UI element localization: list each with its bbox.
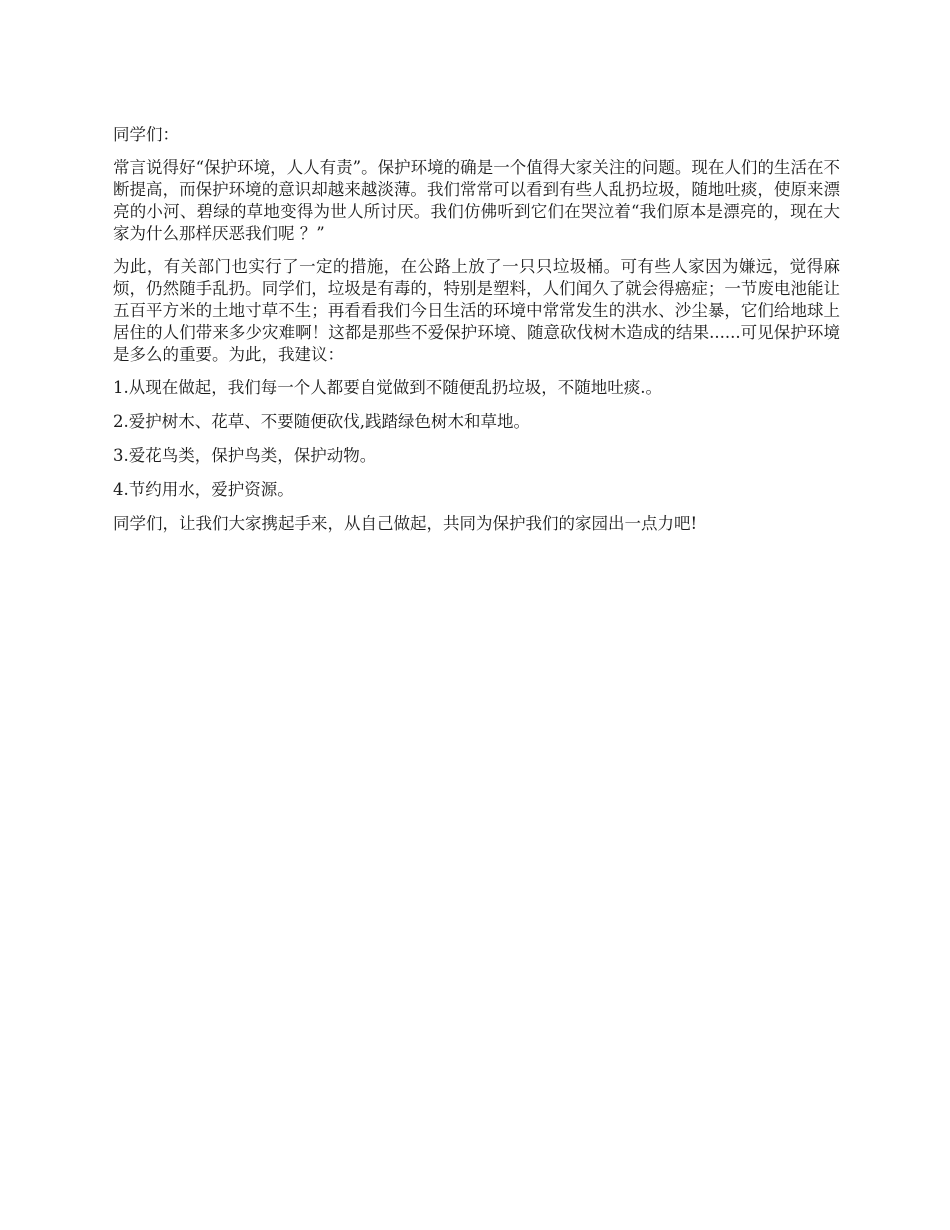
closing-paragraph: 同学们，让我们大家携起手来，从自己做起，共同为保护我们的家园出一点力吧!: [113, 514, 698, 533]
suggestion-item: 2.爱护树木、花草、不要随便砍伐,践踏绿色树木和草地。: [113, 412, 530, 431]
suggestion-item: 3.爱花鸟类，保护鸟类，保护动物。: [113, 446, 377, 465]
paragraph: 为此，有关部门也实行了一定的措施，在公路上放了一只只垃圾桶。可有些人家因为嫌远，觉得麻烦，仍然随手乱扔。同学们，垃圾是有毒的，特别是塑料，人们闻久了就会得癌症；一节废电池能让五百平方米的土地寸草不生；再看看我们今日生活的环境中常常发生的洪水、沙尘暴，它们给地球上居住的人们带来多少灾难啊！这都是那些不爱保护环境、随意砍伐树木造成的结果......可见保护环境是多么的重要。为此，我建议：: [113, 257, 840, 364]
suggestion-item: 4.节约用水，爱护资源。: [113, 480, 294, 499]
paragraph: 常言说得好“保护环境，人人有责”。保护环境的确是一个值得大家关注的问题。现在人们的生活在不断提高，而保护环境的意识却越来越淡薄。我们常常可以看到有些人乱扔垃圾，随地吐痰，使原来漂亮的小河、碧绿的草地变得为世人所讨厌。我们仿佛听到它们在哭泣着“我们原本是漂亮的，现在大家为什么那样厌恶我们呢 ？”: [113, 158, 840, 243]
document-body: [113, 124, 840, 546]
salutation: 同学们：: [113, 125, 179, 144]
suggestion-item: 1.从现在做起，我们每一个人都要自觉做到不随便乱扔垃圾，不随地吐痰.。: [113, 378, 662, 397]
